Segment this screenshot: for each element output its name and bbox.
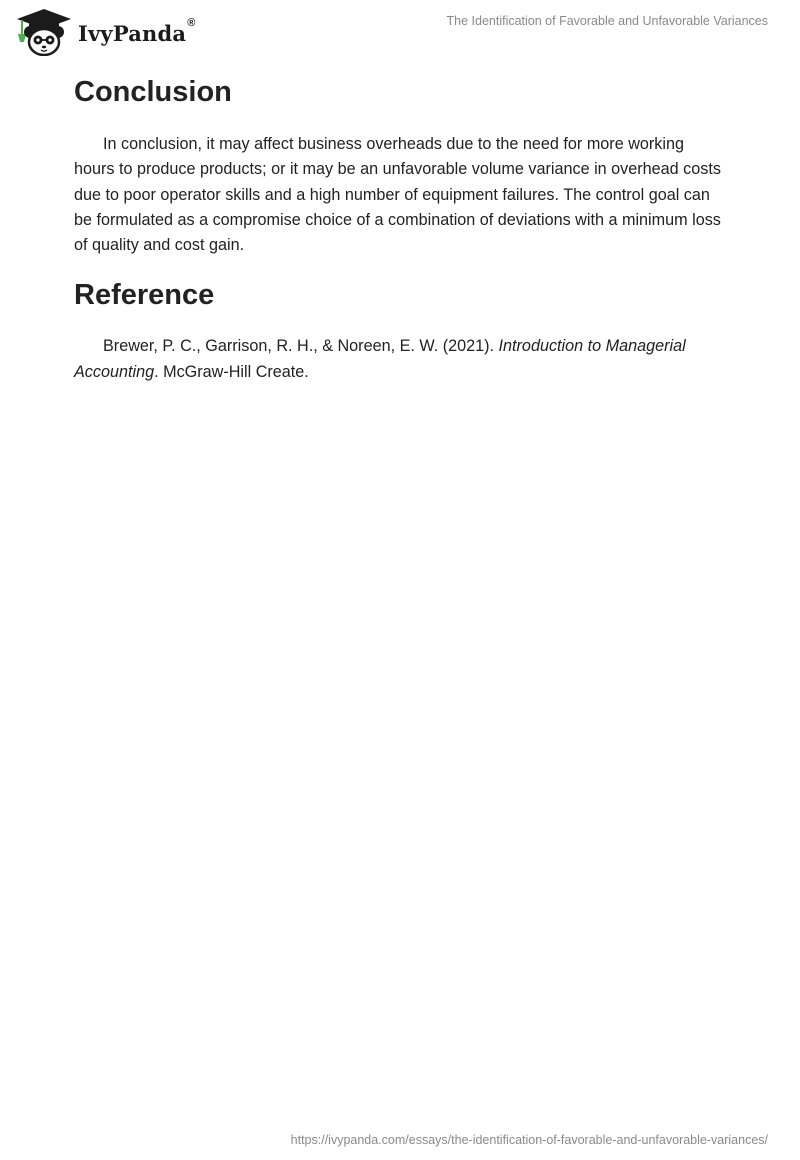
citation-authors: Brewer, P. C., Garrison, R. H., & Noreen, E. W. (2021). [103, 337, 499, 356]
panda-graduate-icon [14, 8, 74, 56]
document-title: The Identification of Favorable and Unfavorable Variances [446, 14, 768, 28]
page-header [0, 0, 800, 70]
conclusion-heading: Conclusion [74, 76, 232, 108]
reference-heading: Reference [74, 279, 215, 312]
citation-publisher: . McGraw-Hill Create. [154, 362, 309, 381]
logo-wordmark: IvyPanda [78, 20, 187, 46]
conclusion-paragraph: In conclusion, it may affect business overheads due to the need for more working hours to produce products; or it may be an unfavorable volume variance in overhead costs due to poor operator skills and a high number of equipment failures. The control goal can be formulated as a compromise choice of a combination of deviations with a minimum loss of quality and cost gain. [74, 135, 721, 255]
registered-mark: ® [187, 17, 196, 29]
ivypanda-logo[interactable] [14, 8, 195, 56]
reference-citation [74, 334, 724, 385]
footer-url[interactable]: https://ivypanda.com/essays/the-identification-of-favorable-and-unfavorable-variances/ [290, 1133, 768, 1147]
essay-content [74, 70, 724, 385]
citation-title: Introduction to Managerial Accounting [74, 337, 686, 381]
